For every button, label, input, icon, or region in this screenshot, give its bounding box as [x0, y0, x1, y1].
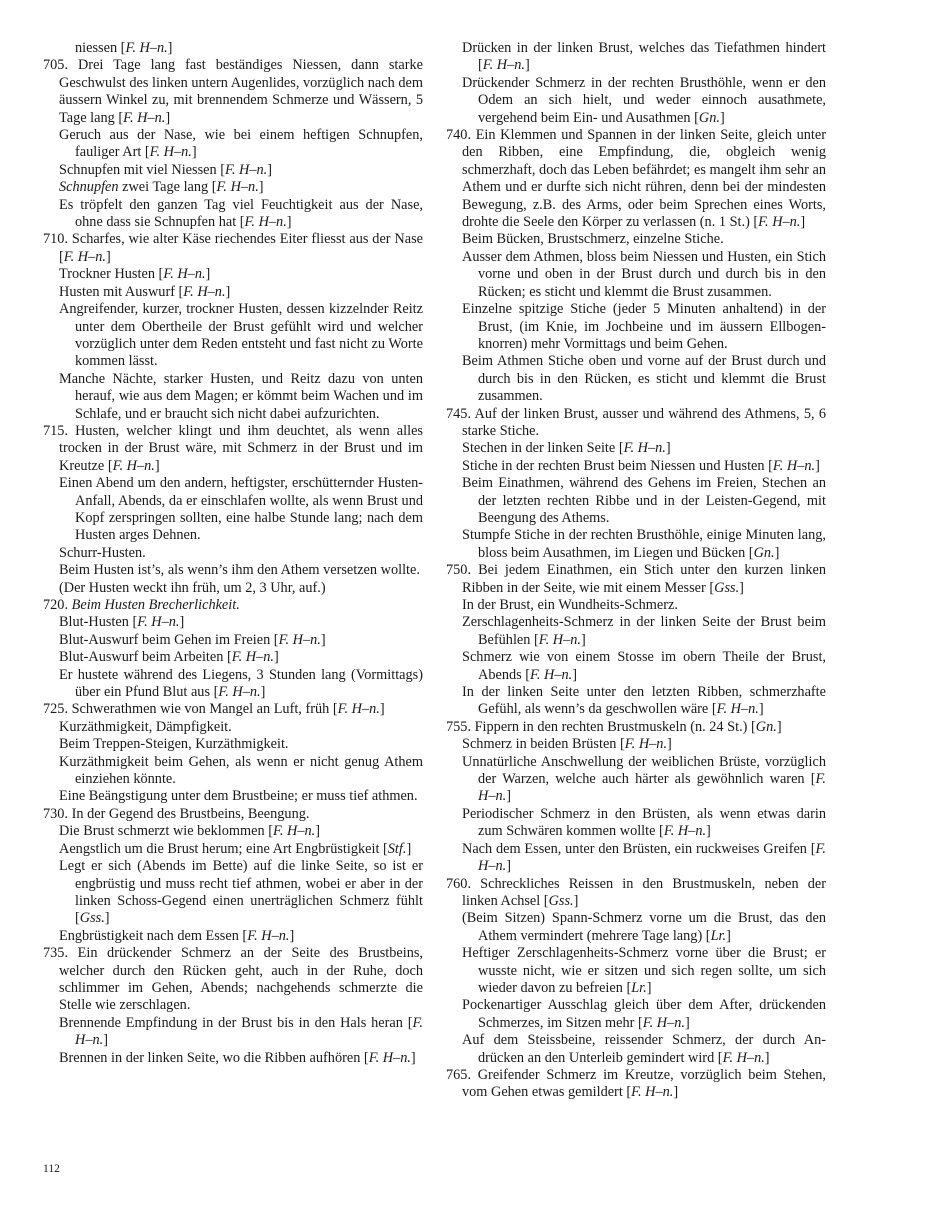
entry-text: ]	[289, 927, 295, 944]
italic-text: Gss.	[548, 892, 574, 909]
symptom-entry	[43, 1015, 423, 1050]
entry-number: 705.	[43, 57, 69, 74]
italic-text: F. H–n.	[149, 144, 192, 161]
symptom-entry	[446, 231, 826, 248]
entry-text: Auf der linken Brust, ausser und während des Athmens, 5, 6 starke Stiche.	[462, 405, 826, 439]
entry-number: 760.	[446, 875, 472, 892]
entry-number: 710.	[43, 231, 69, 248]
entry-text: ]	[104, 910, 110, 927]
entry-text: Es tröpfelt den ganzen Tag viel Feuchtigkeit aus der Nase, ohne dass sie Schnupfen hat [	[59, 196, 423, 231]
entry-text: Schwerathmen wie von Mangel an Luft, früh [	[71, 701, 338, 718]
symptom-entry	[43, 284, 423, 301]
entry-text: ]	[103, 1032, 108, 1049]
entry-text: ]	[667, 736, 672, 753]
italic-text: F. H–n.	[772, 457, 816, 474]
numbered-entry	[43, 57, 423, 127]
entry-text: Greifender Schmerz im Kreutze, vorzüglich beim Stehen, vom Gehen etwas gemildert [	[462, 1066, 826, 1101]
page-number: 112	[43, 1163, 60, 1175]
symptom-entry	[43, 928, 423, 945]
symptom-entry	[43, 858, 423, 928]
italic-text: F. H–n.	[278, 631, 321, 648]
italic-text: Gn.	[755, 718, 777, 735]
symptom-entry	[43, 614, 423, 631]
italic-text: F. H–n.	[218, 684, 261, 701]
entry-text: Die Brust schmerzt wie beklommen [	[59, 823, 273, 840]
symptom-entry	[43, 371, 423, 423]
entry-text: Manche Nächte, starker Husten, und Reitz dazu von unten herauf, wie aus dem Magen; er kömmt beim Wachen und im Schlafe, und er braucht sich nicht dabei aufzurichten.	[59, 370, 423, 422]
entry-text: ]	[739, 579, 744, 596]
entry-text: Nach dem Essen, unter den Brüsten, ein ruckweises Greifen [	[462, 840, 816, 857]
entry-text: (Der Husten weckt ihn früh, um 2, 3 Uhr, auf.)	[59, 579, 326, 596]
entry-text: Angreifender, kurzer, trockner Husten, dessen kizzelnder Reitz unter dem Obertheile der Brust gefühlt wird und welcher vorzüglich unter dem Reden entsteht und fast nicht zu Worte kommen lässt.	[59, 301, 423, 370]
symptom-entry	[446, 475, 826, 527]
entry-text: Drückender Schmerz in der rechten Brusthöhle, wenn er den Odem an sich hielt, und weder einnoch ausathmete, vergehend beim Ein- und Ausathmen [	[462, 74, 826, 126]
entry-text: ]	[205, 266, 211, 283]
entry-text: Blut-Auswurf beim Gehen im Freien [	[59, 631, 279, 648]
entry-text: Husten mit Auswurf [	[59, 283, 184, 300]
italic-text: F. H–n.	[624, 736, 668, 753]
numbered-entry	[43, 423, 423, 475]
entry-text: Fippern in den rechten Brustmuskeln (n. 24 St.) [	[474, 718, 756, 735]
symptom-entry	[43, 475, 423, 545]
symptom-entry	[43, 40, 423, 57]
numbered-entry	[43, 806, 423, 823]
symptom-entry	[43, 667, 423, 702]
symptom-entry	[43, 736, 423, 753]
italic-text: F. H–n.	[478, 840, 826, 875]
entry-number: 740.	[446, 127, 472, 144]
symptom-entry	[446, 736, 826, 753]
entry-text: ]	[665, 440, 671, 457]
symptom-entry	[446, 458, 826, 475]
italic-text: F. H–n.	[663, 823, 707, 840]
entry-text: ]	[320, 631, 326, 648]
italic-text: F. H–n.	[216, 179, 259, 196]
entry-number: 715.	[43, 422, 69, 439]
entry-text: In der linken Seite unter den letzten Ribben, schmerzhafte Gefühl, als wenn’s da geschwollen wäre [	[462, 684, 826, 718]
entry-text: ]	[706, 823, 711, 840]
entry-text: In der Gegend des Brustbeins, Beengung.	[71, 805, 310, 822]
italic-text: F. H–n.	[482, 57, 525, 74]
italic-text: Stf.	[387, 840, 407, 857]
entry-text: Beim Athmen Stiche oben und vorne auf der Brust durch und durch bis in den Rücken, es sticht und klemmt die Brust zusammen.	[462, 353, 826, 405]
entry-text: zwei Tage lang [	[118, 179, 217, 196]
entry-text: Beim Treppen-Steigen, Kurzäthmigkeit.	[59, 736, 289, 753]
entry-text: Brennende Empfindung in der Brust bis in den Hals heran [	[59, 1014, 413, 1031]
symptom-entry	[43, 162, 423, 179]
entry-text: Blut-Husten [	[59, 614, 138, 631]
entry-text: ]	[506, 858, 511, 875]
symptom-entry	[446, 754, 826, 806]
entry-text: In der Brust, ein Wundheits-Schmerz.	[462, 597, 678, 613]
entry-text: ]	[106, 248, 111, 265]
numbered-entry	[43, 597, 423, 614]
entry-number: 725.	[43, 701, 69, 718]
entry-text: Stiche in der rechten Brust beim Niessen und Husten [	[462, 457, 773, 474]
symptom-entry	[43, 179, 423, 196]
italic-text: F. H–n.	[224, 161, 268, 178]
entry-text: ]	[406, 840, 412, 857]
entry-text: ]	[260, 684, 266, 701]
italic-text: F. H–n.	[631, 1084, 674, 1101]
entry-text: ]	[776, 718, 782, 735]
entry-text: Schurr-Husten.	[59, 544, 146, 561]
entry-text: Legt er sich (Abends im Bette) auf die linke Seite, so ist er engbrüstig und muss recht tief athmen, wobei er aber in der linken Schoss-Gegend einen unerträglichen Schmerz fühlt [	[59, 858, 423, 927]
symptom-entry	[446, 684, 826, 719]
entry-text: Stechen in der linken Seite [	[462, 440, 624, 457]
italic-text: F. H–n.	[231, 649, 274, 666]
entry-text: Bei jedem Einathmen, ein Stich unter den kurzen linken Ribben in der Seite, wie mit einem Messer [	[462, 562, 826, 596]
symptom-entry	[43, 545, 423, 562]
entry-text: Scharfes, wie alter Käse riechendes Eiter fliesst aus der Nase [	[59, 231, 423, 265]
symptom-entry	[446, 440, 826, 457]
entry-text: Blut-Auswurf beim Arbeiten [	[59, 649, 232, 666]
entry-text: ]	[179, 614, 185, 631]
entry-text: Kurzäthmigkeit, Dämpfigkeit.	[59, 718, 232, 735]
entry-text: ]	[525, 57, 530, 74]
italic-text: Gn.	[753, 544, 775, 561]
entry-text: Beim Einathmen, während des Gehens im Freien, Stechen an der letzten rechten Ribbe und in der Leisten-Gegend, mit Beengung des Athems.	[462, 475, 826, 526]
numbered-entry	[43, 945, 423, 1015]
italic-text: Gss.	[79, 910, 105, 927]
italic-text: Lr.	[710, 927, 727, 944]
entry-text: Husten, welcher klingt und ihm deuchtet, als wenn alles trocken in der Brust wäre, mit Schmerz in der Brust und im Kreutze [	[59, 422, 423, 474]
italic-text: F. H–n.	[247, 927, 290, 944]
entry-number: 730.	[43, 805, 69, 822]
italic-text: Beim Husten Brecherlichkeit.	[71, 597, 240, 613]
entry-number: 750.	[446, 562, 472, 579]
entry-text: ]	[815, 457, 820, 474]
symptom-entry	[446, 75, 826, 127]
symptom-entry	[446, 301, 826, 353]
entry-text: (Beim Sitzen) Spann-Schmerz vorne um die Brust, das den Athem vermindert (mehrere Tage lang) [	[462, 910, 826, 944]
symptom-entry	[446, 353, 826, 405]
italic-text: F. H–n.	[337, 701, 380, 718]
entry-text: ]	[673, 1084, 679, 1101]
entry-text: Aengstlich um die Brust herum; eine Art Engbrüstigkeit [	[59, 840, 388, 857]
symptom-entry	[43, 719, 423, 736]
entry-text: Drücken in der linken Brust, welches das Tiefathmen hindert [	[462, 40, 826, 74]
symptom-entry	[43, 562, 423, 579]
symptom-entry	[446, 649, 826, 684]
entry-text: Schnupfen mit viel Niessen [	[59, 161, 225, 178]
symptom-entry	[43, 788, 423, 805]
entry-text: ]	[286, 214, 292, 231]
entry-text: ]	[225, 283, 231, 300]
entry-text: ]	[167, 40, 173, 56]
italic-text: Schnupfen	[59, 179, 119, 196]
italic-text: F. H–n.	[125, 40, 168, 56]
numbered-entry	[446, 562, 826, 597]
entry-text: Heftiger Zerschlagenheits-Schmerz vorne über die Brust; er wusste nicht, wie er sitzen und sich regen sollte, um sich wieder davon zu befreien [	[462, 945, 826, 996]
entry-text: Beim Husten ist’s, als wenn’s ihm den Athem versetzen wollte.	[59, 562, 420, 579]
symptom-entry	[43, 127, 423, 162]
symptom-entry	[446, 527, 826, 562]
symptom-entry	[43, 266, 423, 283]
italic-text: F. H–n.	[478, 771, 826, 805]
symptom-entry	[446, 997, 826, 1032]
entry-text: Periodischer Schmerz in den Brüsten, als wenn etwas darin zum Schwären kommen wollte [	[462, 805, 826, 840]
entry-text: Ausser dem Athmen, bloss beim Niessen und Husten, ein Stich vorne und oben in der Brust durch und durch bis in den Rücken; es sticht und klemmt die Brust zusammen.	[462, 248, 826, 300]
numbered-entry	[446, 876, 826, 911]
entry-text: Beim Bücken, Brustschmerz, einzelne Stiche.	[462, 231, 724, 248]
left-column	[43, 40, 423, 1067]
symptom-entry	[43, 649, 423, 666]
entry-text: Stumpfe Stiche in der rechten Brusthöhle, einige Minuten lang, bloss beim Ausathmen, im Liegen und Bücken [	[462, 527, 826, 561]
entry-text: Auf dem Steissbeine, reissender Schmerz, der durch Andrücken an den Unterleib gemindert wird [	[462, 1032, 826, 1066]
italic-text: Gn.	[698, 109, 720, 126]
italic-text: Gss.	[714, 579, 740, 596]
symptom-entry	[446, 40, 826, 75]
entry-text: ]	[573, 892, 579, 909]
italic-text: F. H–n.	[538, 631, 581, 648]
symptom-entry	[43, 197, 423, 232]
entry-text: Er hustete während des Liegens, 3 Stunden lang (Vormittags) über ein Pfund Blut aus [	[59, 666, 423, 701]
right-column	[446, 40, 826, 1102]
entry-number: 720.	[43, 597, 69, 613]
entry-number: 735.	[43, 945, 69, 962]
entry-text: Trockner Husten [	[59, 266, 164, 283]
italic-text: F. H–n.	[530, 666, 573, 683]
entry-text: ]	[267, 161, 272, 178]
italic-text: F. H–n.	[758, 214, 801, 231]
entry-text: niessen [	[75, 40, 126, 56]
entry-number: 765.	[446, 1066, 472, 1083]
symptom-entry	[446, 597, 826, 614]
symptom-entry	[43, 632, 423, 649]
entry-text: Geruch aus der Nase, wie bei einem heftigen Schnupfen, fauliger Art [	[59, 127, 423, 161]
entry-text: Pockenartiger Ausschlag gleich über dem After, drückenden Schmerzes, im Sitzen mehr [	[462, 997, 826, 1031]
entry-text: ]	[800, 214, 806, 231]
entry-text: ]	[646, 979, 652, 996]
symptom-entry	[446, 841, 826, 876]
entry-text: ]	[379, 701, 385, 718]
entry-text: ]	[764, 1049, 770, 1066]
italic-text: F. H–n.	[137, 614, 180, 631]
symptom-entry	[43, 823, 423, 840]
symptom-entry	[43, 754, 423, 789]
entry-text: ]	[315, 823, 320, 840]
entry-text: ]	[506, 788, 511, 805]
italic-text: F. H–n.	[623, 440, 666, 457]
entry-text: Unnatürliche Anschwellung der weiblichen Brüste, vorzüglich der Warzen, welche auch härter als gewöhnlich waren [	[462, 753, 826, 788]
entry-text: Drei Tage lang fast beständiges Niessen, dann starke Geschwulst des linken untern Augenlides, vorzüglich nach dem äussern Winkel zu, mit brennendem Schmerze und Wässern, 5 Tage lang [	[59, 57, 424, 126]
numbered-entry	[43, 701, 423, 718]
symptom-entry	[446, 249, 826, 301]
entry-text: Zerschlagenheits-Schmerz in der linken Seite der Brust beim Befühlen [	[462, 614, 826, 648]
numbered-entry	[43, 231, 423, 266]
entry-text: Einen Abend um den andern, heftigster, erschütternder Husten-Anfall, Abends, da er einschlafen wollte, als wenn Brust und Kopf zerspringen sollten, eine halbe Stunde lang; nach dem Husten arges Dehnen.	[59, 475, 423, 544]
entry-text: ]	[410, 1049, 416, 1066]
entry-text: Ein Klemmen und Spannen in der linken Seite, gleich unter den Ribben, eine Empfindung, die, obgleich wenig schmerzhaft, doch das Leben befährdet; es mangelt ihm sehr an Athem und er durfte sich nicht rühren, denn bei der mindesten Bewegung, z.B. des Arms, oder beim Sprechen eines Worts, drohte die Seele den Körper zu verlassen (n. 1 St.) [	[462, 127, 826, 231]
entry-text: Ein drückender Schmerz an der Seite des Brustbeins, welcher durch den Rücken geht, auch in der Ruhe, doch schlimmer im Gehen, Abends; nachgehends schmerzte die Stelle wie zerschlagen.	[59, 945, 423, 1014]
symptom-entry	[446, 614, 826, 649]
entry-text: Eine Beängstigung unter dem Brustbeine; er muss tief athmen.	[59, 788, 418, 805]
numbered-entry	[446, 719, 826, 736]
symptom-entry	[43, 841, 423, 858]
italic-text: F. H–n.	[244, 214, 287, 231]
entry-text: ]	[165, 109, 171, 126]
italic-text: Lr.	[631, 979, 647, 996]
entry-text: Schreckliches Reissen in den Brustmuskeln, neben der linken Achsel [	[462, 875, 826, 909]
italic-text: F. H–n.	[63, 248, 106, 265]
entry-number: 745.	[446, 405, 472, 422]
entry-text: ]	[726, 927, 731, 944]
entry-text: ]	[154, 457, 160, 474]
symptom-entry	[446, 1032, 826, 1067]
symptom-entry	[446, 945, 826, 997]
italic-text: F. H–n.	[273, 823, 316, 840]
entry-text: Schmerz wie von einem Stosse im obern Theile der Brust, Abends [	[462, 649, 826, 683]
entry-text: ]	[580, 631, 586, 648]
symptom-entry	[446, 806, 826, 841]
entry-text: ]	[719, 109, 725, 126]
italic-text: F. H–n.	[123, 109, 166, 126]
italic-text: F. H–n.	[75, 1014, 423, 1049]
italic-text: F. H–n.	[642, 1014, 685, 1031]
entry-text: Brennen in der linken Seite, wo die Ribben aufhören [	[59, 1049, 369, 1066]
entry-text: ]	[572, 666, 578, 683]
numbered-entry	[446, 127, 826, 231]
italic-text: F. H–n.	[183, 283, 226, 300]
symptom-entry	[43, 1050, 423, 1067]
entry-text: ]	[774, 544, 780, 561]
entry-text: Schmerz in beiden Brüsten [	[462, 736, 625, 753]
symptom-entry	[43, 580, 423, 597]
entry-text: ]	[258, 179, 264, 196]
entry-text: Kurzäthmigkeit beim Gehen, als wenn er nicht genug Athem einziehen könnte.	[59, 753, 423, 788]
entry-number: 755.	[446, 718, 472, 735]
numbered-entry	[446, 406, 826, 441]
entry-text: Engbrüstigkeit nach dem Essen [	[59, 927, 248, 944]
italic-text: F. H–n.	[716, 701, 759, 718]
symptom-entry	[446, 910, 826, 945]
entry-text: Einzelne spitzige Stiche (jeder 5 Minuten anhaltend) in der Brust, (im Knie, im Jochbeine und im äussern Ellbogenknorren) mehr Vormittags und beim Gehen.	[462, 301, 826, 352]
italic-text: F. H–n.	[112, 457, 155, 474]
italic-text: F. H–n.	[163, 266, 206, 283]
entry-text: ]	[685, 1014, 690, 1031]
entry-text: ]	[273, 649, 279, 666]
symptom-entry	[43, 301, 423, 371]
numbered-entry	[446, 1067, 826, 1102]
italic-text: F. H–n.	[722, 1049, 765, 1066]
entry-text: ]	[191, 144, 197, 161]
entry-text: ]	[758, 701, 764, 718]
italic-text: F. H–n.	[368, 1049, 411, 1066]
